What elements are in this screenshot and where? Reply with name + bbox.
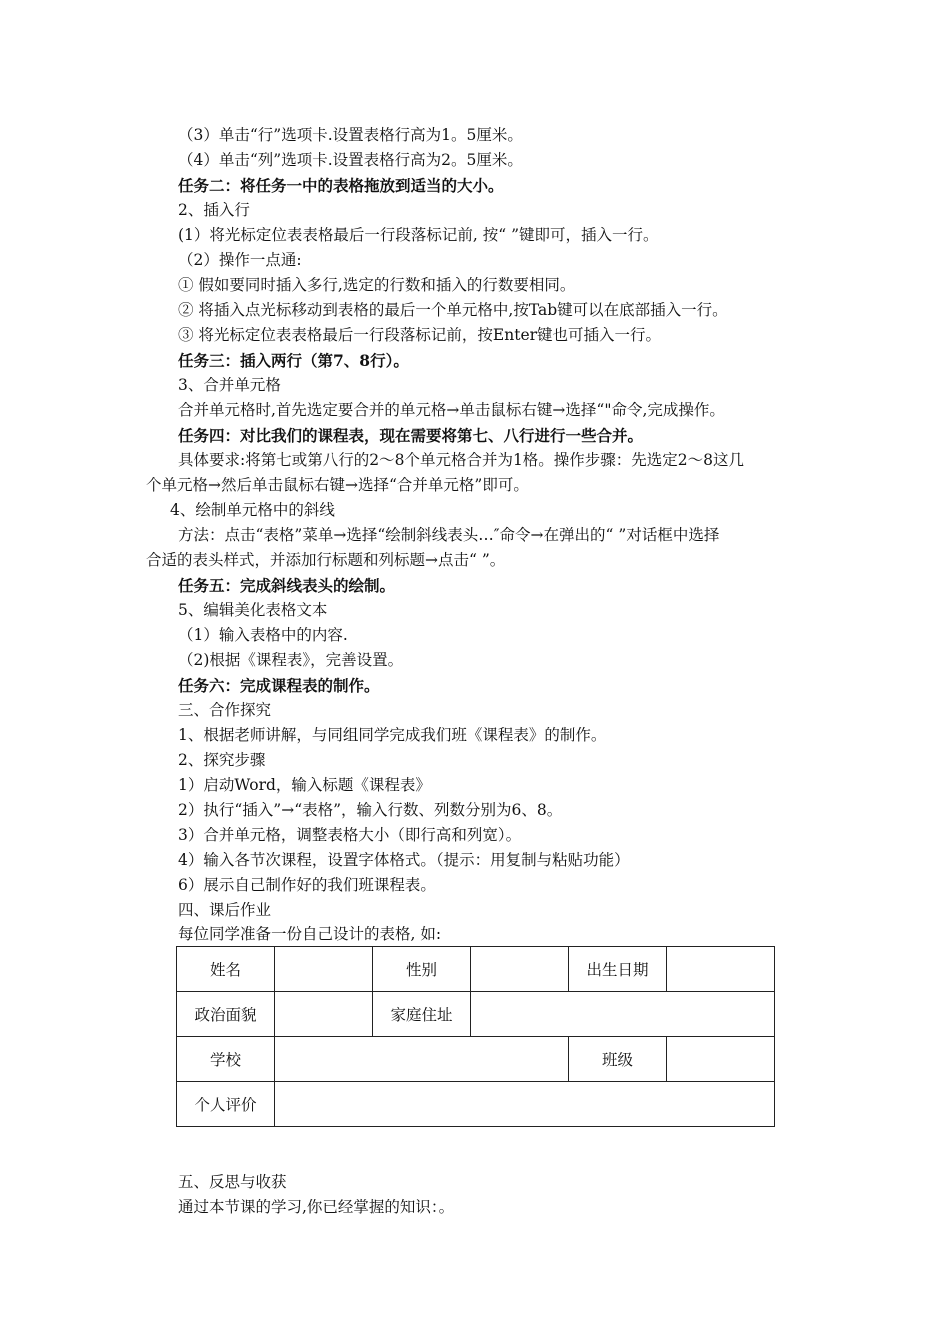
school-value-cell — [275, 1037, 569, 1082]
evaluation-value-cell — [275, 1082, 775, 1127]
explore-step-3: 3）合并单元格，调整表格大小（即行高和列宽）。 — [178, 826, 522, 844]
task-four-heading: 任务四：对比我们的课程表，现在需要将第七、八行进行一些合并。 — [178, 426, 644, 445]
insert-row-step-1: (1）将光标定位表表格最后一行段落标记前, 按“ ”键即可，插入一行。 — [178, 226, 659, 244]
home-address-label-cell: 家庭住址 — [373, 992, 471, 1037]
section-edit-table-text: 5、编辑美化表格文本 — [178, 601, 328, 619]
edit-text-step-2: （2)根据《课程表》，完善设置。 — [178, 651, 404, 669]
insert-row-tips-heading: （2）操作一点通: — [178, 251, 302, 269]
name-label-cell: 姓名 — [177, 947, 275, 992]
explore-step-6: 6）展示自己制作好的我们班课程表。 — [178, 876, 436, 894]
insert-row-tip-3: ③ 将光标定位表表格最后一行段落标记前，按Enter键也可插入一行。 — [178, 326, 662, 344]
edit-text-step-1: （1）输入表格中的内容. — [178, 626, 348, 644]
name-value-cell — [275, 947, 373, 992]
diagonal-method-line-1: 方法：点击“表格”菜单→选择“绘制斜线表头…″命令→在弹出的“ ”对话框中选择 — [178, 526, 720, 544]
school-label-cell: 学校 — [177, 1037, 275, 1082]
birth-date-label-cell: 出生日期 — [569, 947, 667, 992]
home-address-value-cell — [471, 992, 775, 1037]
table-row — [177, 992, 775, 1037]
section-insert-row: 2、插入行 — [178, 201, 250, 219]
political-status-value-cell — [275, 992, 373, 1037]
section-merge-cells: 3、合并单元格 — [178, 376, 281, 394]
reflection-prompt: 通过本节课的学习,你已经掌握的知识：。 — [178, 1198, 455, 1216]
insert-row-tip-1: ① 假如要同时插入多行,选定的行数和插入的行数要相同。 — [178, 276, 576, 294]
merge-cells-instruction: 合并单元格时,首先选定要合并的单元格→单击鼠标右键→选择“"命令,完成操作。 — [178, 401, 725, 419]
task-five-heading: 任务五：完成斜线表头的绘制。 — [178, 576, 396, 595]
homework-instruction: 每位同学准备一份自己设计的表格, 如: — [178, 925, 442, 943]
birth-date-value-cell — [667, 947, 775, 992]
cooperation-item-1: 1、根据老师讲解，与同组同学完成我们班《课程表》的制作。 — [178, 726, 607, 744]
task-two-heading: 任务二：将任务一中的表格拖放到适当的大小。 — [178, 176, 504, 195]
step-column-width: （4）单击“列”选项卡.设置表格行高为2。5厘米。 — [178, 151, 523, 169]
gender-value-cell — [471, 947, 569, 992]
table-row — [177, 1037, 775, 1082]
table-row — [177, 1082, 775, 1127]
evaluation-label-cell: 个人评价 — [177, 1082, 275, 1127]
explore-step-2: 2）执行“插入”→“表格”，输入行数、列数分别为6、8。 — [178, 801, 563, 819]
insert-row-tip-2: ② 将插入点光标移动到表格的最后一个单元格中,按Tab键可以在底部插入一行。 — [178, 301, 728, 319]
class-value-cell — [667, 1037, 775, 1082]
explore-step-4: 4）输入各节次课程，设置字体格式。（提示：用复制与粘贴功能） — [178, 851, 630, 869]
step-row-height: （3）单击“行”选项卡.设置表格行高为1。5厘米。 — [178, 126, 523, 144]
section-reflection: 五、反思与收获 — [178, 1173, 287, 1191]
explore-step-1: 1）启动Word，输入标题《课程表》 — [178, 776, 431, 794]
section-homework: 四、课后作业 — [178, 901, 272, 919]
task-three-heading: 任务三：插入两行（第7、8行）。 — [178, 351, 409, 370]
section-draw-diagonal: 4、绘制单元格中的斜线 — [170, 501, 335, 519]
political-status-label-cell: 政治面貌 — [177, 992, 275, 1037]
table-row — [177, 947, 775, 992]
diagonal-method-line-2: 合适的表头样式，并添加行标题和列标题→点击“ ”。 — [146, 551, 506, 569]
section-cooperation: 三、合作探究 — [178, 701, 272, 719]
class-label-cell: 班级 — [569, 1037, 667, 1082]
task-four-requirement-line-2: 个单元格→然后单击鼠标右键→选择“合并单元格”即可。 — [146, 476, 529, 494]
task-four-requirement-line-1: 具体要求:将第七或第八行的2～8个单元格合并为1格。操作步骤：先选定2～8这几 — [178, 451, 745, 469]
task-six-heading: 任务六：完成课程表的制作。 — [178, 676, 380, 695]
personal-info-form-table — [176, 946, 775, 1127]
cooperation-item-2: 2、探究步骤 — [178, 751, 266, 769]
gender-label-cell: 性别 — [373, 947, 471, 992]
